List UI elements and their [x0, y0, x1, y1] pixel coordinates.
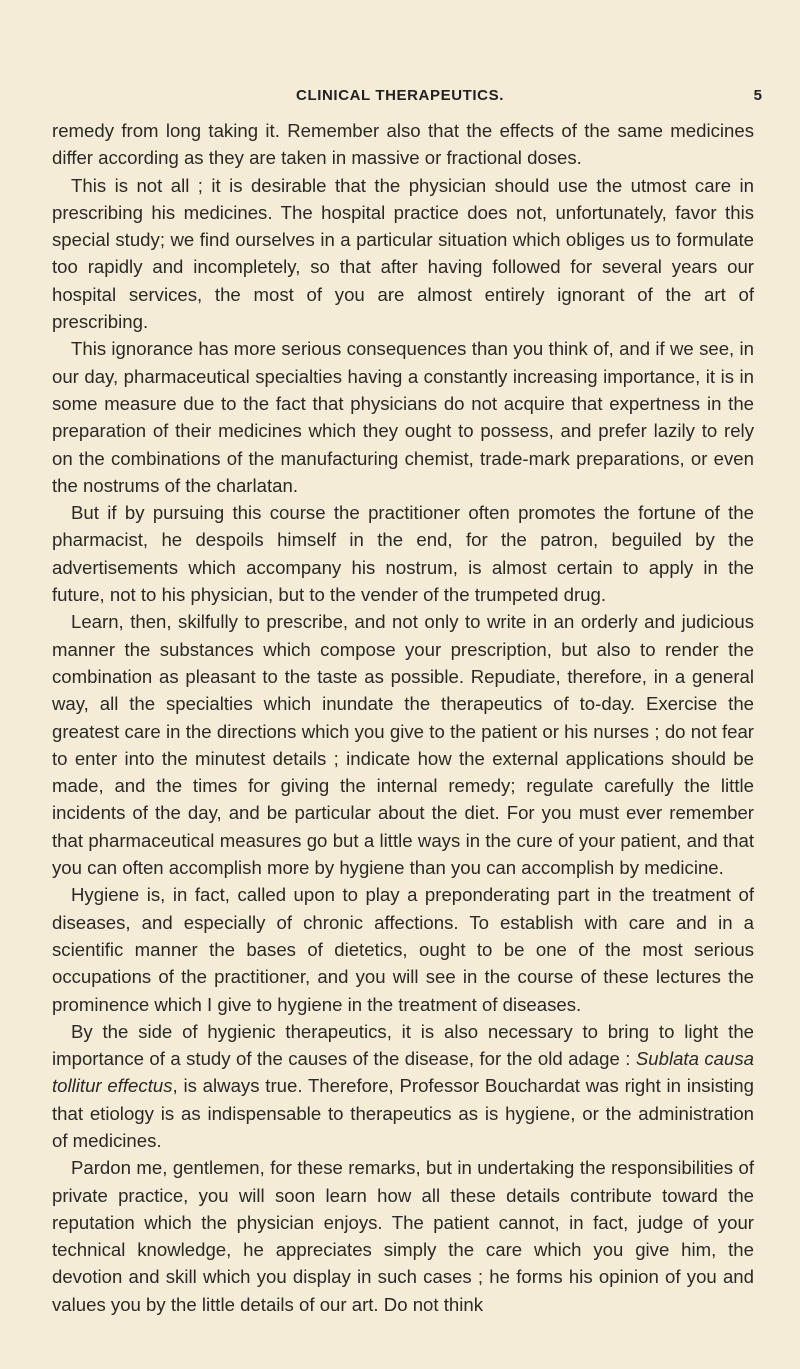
- paragraph: Learn, then, skilfully to prescribe, and not only to write in an orderly and judicious manner the substances which compose your prescription, but also to render the combination as pleasant to the taste as possible. Repudiate, therefore, in a general way, all the specialties which inundate the therapeutics of to-day. Exercise the greatest care in the directions which you give to the patient or his nurses ; do not fear to enter into the minutest details ; indicate how the external applications should be made, and the times for giving the internal remedy; regulate carefully the little incidents of the day, and be particular about the diet. For you must ever remember that pharmaceutical measures go but a little ways in the cure of your patient, and that you can often accomplish more by hygiene than you can accomplish by medicine.: [52, 611, 754, 879]
- paragraph-text: By the side of hygienic therapeutics, it is also necessary to bring to light the importance of a study of the causes of the disease, for the old adage :: [52, 1020, 754, 1070]
- latin-adage: Sublata causa tollitur effectus: [52, 1048, 754, 1097]
- body-text: [52, 117, 754, 1318]
- paragraph: This ignorance has more serious consequences than you think of, and if we see, in our day, pharmaceutical specialties having a constantly increasing importance, it is in some measure due to the fact that physicians do not acquire that expertness in the preparation of their medicines which they ought to possess, and prefer lazily to rely on the combinations of the manufacturing chemist, trade-mark preparations, or even the nostrums of the charlatan.: [52, 338, 754, 496]
- paragraph-continued: remedy from long taking it. Remember also that the effects of the same medicines differ according as they are taken in massive or fractional doses.: [52, 120, 754, 169]
- running-header: [0, 87, 800, 107]
- paragraph-text: , is always true. Therefore, Professor Bouchardat was right in insisting that etiology is as indispensable to therapeutics as is hygiene, or the administration of medicines.: [52, 1075, 754, 1151]
- paragraph: Hygiene is, in fact, called upon to play a preponderating part in the treatment of diseases, and especially of chronic affections. To establish with care and in a scientific manner the bases of dietetics, ought to be one of the most serious occupations of the practitioner, and you will see in the course of these lectures the prominence which I give to hygiene in the treatment of diseases.: [52, 884, 754, 1015]
- paragraph: Pardon me, gentlemen, for these remarks, but in undertaking the responsibilities of private practice, you will soon learn how all these details contribute toward the reputation which the physician enjoys. The patient cannot, in fact, judge of your technical knowledge, he appreciates simply the care which you give him, the devotion and skill which you display in such cases ; he forms his opinion of you and values you by the little details of our art. Do not think: [52, 1157, 754, 1315]
- paragraph: But if by pursuing this course the practitioner often promotes the fortune of the pharmacist, he despoils himself in the end, for the patron, beguiled by the advertisements which accompany his nostrum, is almost certain to apply in the future, not to his physician, but to the vender of the trumpeted drug.: [52, 502, 754, 606]
- paragraph: This is not all ; it is desirable that the physician should use the utmost care in prescribing his medicines. The hospital practice does not, unfortunately, favor this special study; we find ourselves in a particular situation which obliges us to formulate too rapidly and incompletely, so that after having followed for several years our hospital services, the most of you are almost entirely ignorant of the art of prescribing.: [52, 174, 754, 333]
- running-title: CLINICAL THERAPEUTICS.: [296, 87, 504, 104]
- paragraph: [52, 1018, 754, 1154]
- page-number: 5: [753, 87, 762, 104]
